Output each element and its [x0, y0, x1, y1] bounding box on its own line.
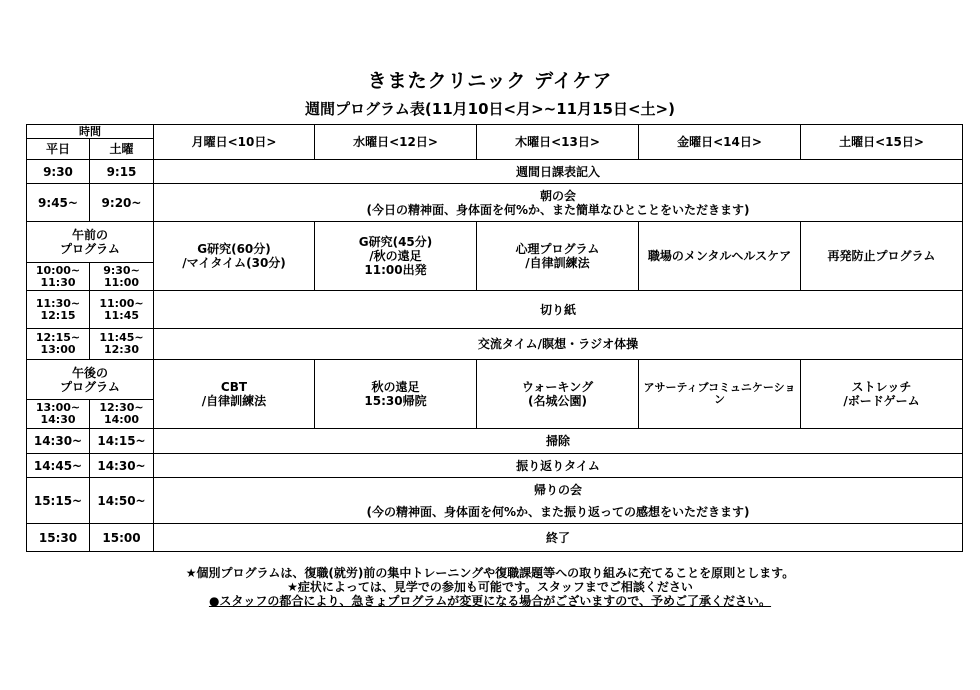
pm-program-sat: ストレッチ /ボードゲーム — [801, 360, 963, 429]
time-weekday: 14:30~ — [27, 429, 90, 454]
page-title: きまたクリニック デイケア — [367, 70, 613, 92]
am-program-sat: 再発防止プログラム — [801, 222, 963, 291]
notes — [0, 566, 980, 608]
time-saturday: 14:30~ — [90, 454, 154, 478]
day-header-mon: 月曜日<10日> — [154, 125, 315, 160]
table-row — [27, 291, 963, 329]
schedule-table — [26, 124, 963, 552]
time-weekday: 15:30 — [27, 524, 90, 552]
time-saturday: 12:30~ 14:00 — [90, 400, 154, 429]
time-saturday: 11:45~ 12:30 — [90, 329, 154, 360]
table-row — [27, 184, 963, 222]
schedule-content: 朝の会 (今日の精神面、身体面を何%か、また簡単なひとことをいただきます) — [154, 184, 963, 222]
note-line: ●スタッフの都合により、急きょプログラムが変更になる場合がございますので、予めご了承ください。 — [208, 594, 772, 608]
schedule-content: 掃除 — [154, 429, 963, 454]
time-weekday: 9:45~ — [27, 184, 90, 222]
schedule-content: 週間日課表記入 — [154, 160, 963, 184]
note-line: ★症状によっては、見学での参加も可能です。スタッフまでご相談ください — [287, 580, 693, 594]
pm-program-thu: ウォーキング (名城公園) — [477, 360, 639, 429]
time-weekday: 13:00~ 14:30 — [27, 400, 90, 429]
schedule-content: 振り返りタイム — [154, 454, 963, 478]
am-program-label: 午前の プログラム — [27, 222, 154, 263]
schedule-content: 切り紙 — [154, 291, 963, 329]
time-weekday: 15:15~ — [27, 478, 90, 524]
am-program-fri: 職場のメンタルヘルスケア — [639, 222, 801, 291]
pm-program-mon: CBT /自律訓練法 — [154, 360, 315, 429]
table-row — [27, 222, 963, 263]
saturday-header: 土曜 — [90, 139, 154, 160]
table-row — [27, 429, 963, 454]
time-weekday: 12:15~ 13:00 — [27, 329, 90, 360]
time-saturday: 9:30~ 11:00 — [90, 263, 154, 291]
table-row — [27, 454, 963, 478]
time-weekday: 9:30 — [27, 160, 90, 184]
time-saturday: 14:50~ — [90, 478, 154, 524]
time-saturday: 9:20~ — [90, 184, 154, 222]
am-program-wed: G研究(45分) /秋の遠足 11:00出発 — [315, 222, 477, 291]
schedule-content: 終了 — [154, 524, 963, 552]
table-row — [27, 524, 963, 552]
day-header-wed: 水曜日<12日> — [315, 125, 477, 160]
time-saturday: 9:15 — [90, 160, 154, 184]
weekday-header: 平日 — [27, 139, 90, 160]
am-program-thu: 心理プログラム /自律訓練法 — [477, 222, 639, 291]
note-line: ★個別プログラムは、復職(就労)前の集中トレーニングや復職課題等への取り組みに充てることを原則とします。 — [185, 566, 795, 580]
time-weekday: 10:00~ 11:30 — [27, 263, 90, 291]
pm-program-label: 午後の プログラム — [27, 360, 154, 400]
table-row — [27, 478, 963, 524]
time-saturday: 11:00~ 11:45 — [90, 291, 154, 329]
am-program-mon: G研究(60分) /マイタイム(30分) — [154, 222, 315, 291]
table-row — [27, 160, 963, 184]
time-weekday: 11:30~ 12:15 — [27, 291, 90, 329]
time-weekday: 14:45~ — [27, 454, 90, 478]
table-row — [27, 125, 963, 139]
schedule-content: 帰りの会 (今の精神面、身体面を何%か、また振り返っての感想をいただきます) — [154, 478, 963, 524]
schedule-content: 交流タイム/瞑想・ラジオ体操 — [154, 329, 963, 360]
day-header-sat: 土曜日<15日> — [801, 125, 963, 160]
time-saturday: 14:15~ — [90, 429, 154, 454]
table-row — [27, 329, 963, 360]
time-saturday: 15:00 — [90, 524, 154, 552]
day-header-thu: 木曜日<13日> — [477, 125, 639, 160]
day-header-fri: 金曜日<14日> — [639, 125, 801, 160]
pm-program-fri: アサーティブコミュニケーション — [639, 360, 801, 429]
page-subtitle: 週間プログラム表(11月10日<月>~11月15日<土>) — [305, 100, 675, 118]
pm-program-wed: 秋の遠足 15:30帰院 — [315, 360, 477, 429]
table-row — [27, 360, 963, 400]
time-header: 時間 — [27, 125, 154, 139]
